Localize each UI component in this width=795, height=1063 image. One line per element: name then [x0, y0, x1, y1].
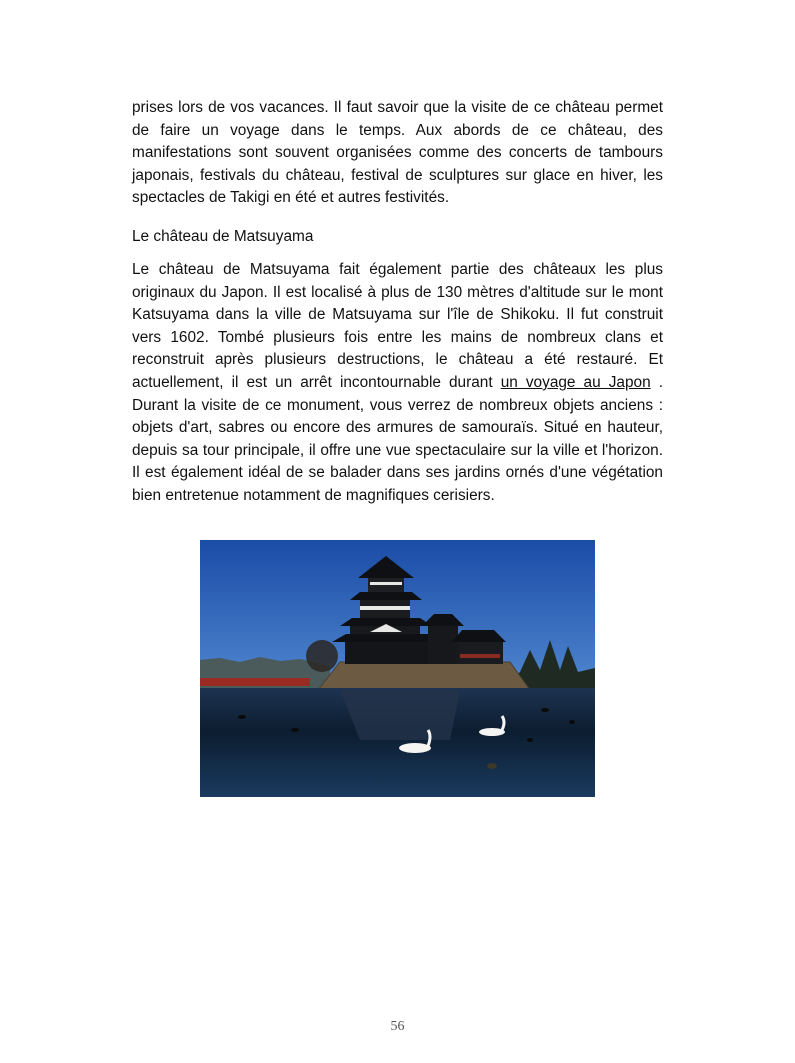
paragraph-2-text-after: . Durant la visite de ce monument, vous verrez de nombreux objets anciens : objets d'art, sabres ou encore des armures de samouraïs. Situé en hauteur, depuis sa tour principale, il offre une vue spectaculaire sur la ville et l'horizon. Il est également idéal de se balader dans ses jardins ornés d'une végétation bien entretenue notamment de magnifiques cerisiers. [132, 373, 663, 504]
paragraph-2 [132, 259, 663, 508]
voyage-japon-link[interactable]: un voyage au Japon [500, 373, 651, 391]
paragraph-1: prises lors de vos vacances. Il faut savoir que la visite de ce château permet de faire un voyage dans le temps. Aux abords de ce château, des manifestations sont souvent organisées comme des concerts de tambours japonais, festivals du château, festival de sculptures sur glace en hiver, les spectacles de Takigi en été et autres festivités. [132, 99, 663, 207]
section-heading: Le château de Matsuyama [132, 228, 314, 245]
matsuyama-castle-photo [200, 540, 595, 797]
paragraph-2-text-before: Le château de Matsuyama fait également partie des châteaux les plus originaux du Japon. Il est localisé à plus de 130 mètres d'altitude sur le mont Katsuyama dans la ville de Matsuyama sur l'île de Shikoku. Il fut construit vers 1602. Tombé plusieurs fois entre les mains de nombreux clans et reconstruit après plusieurs destructions, le château a été restauré. Et actuellement, il est un arrêt incontournable durant [132, 261, 663, 391]
page-number: 56 [390, 1019, 405, 1034]
